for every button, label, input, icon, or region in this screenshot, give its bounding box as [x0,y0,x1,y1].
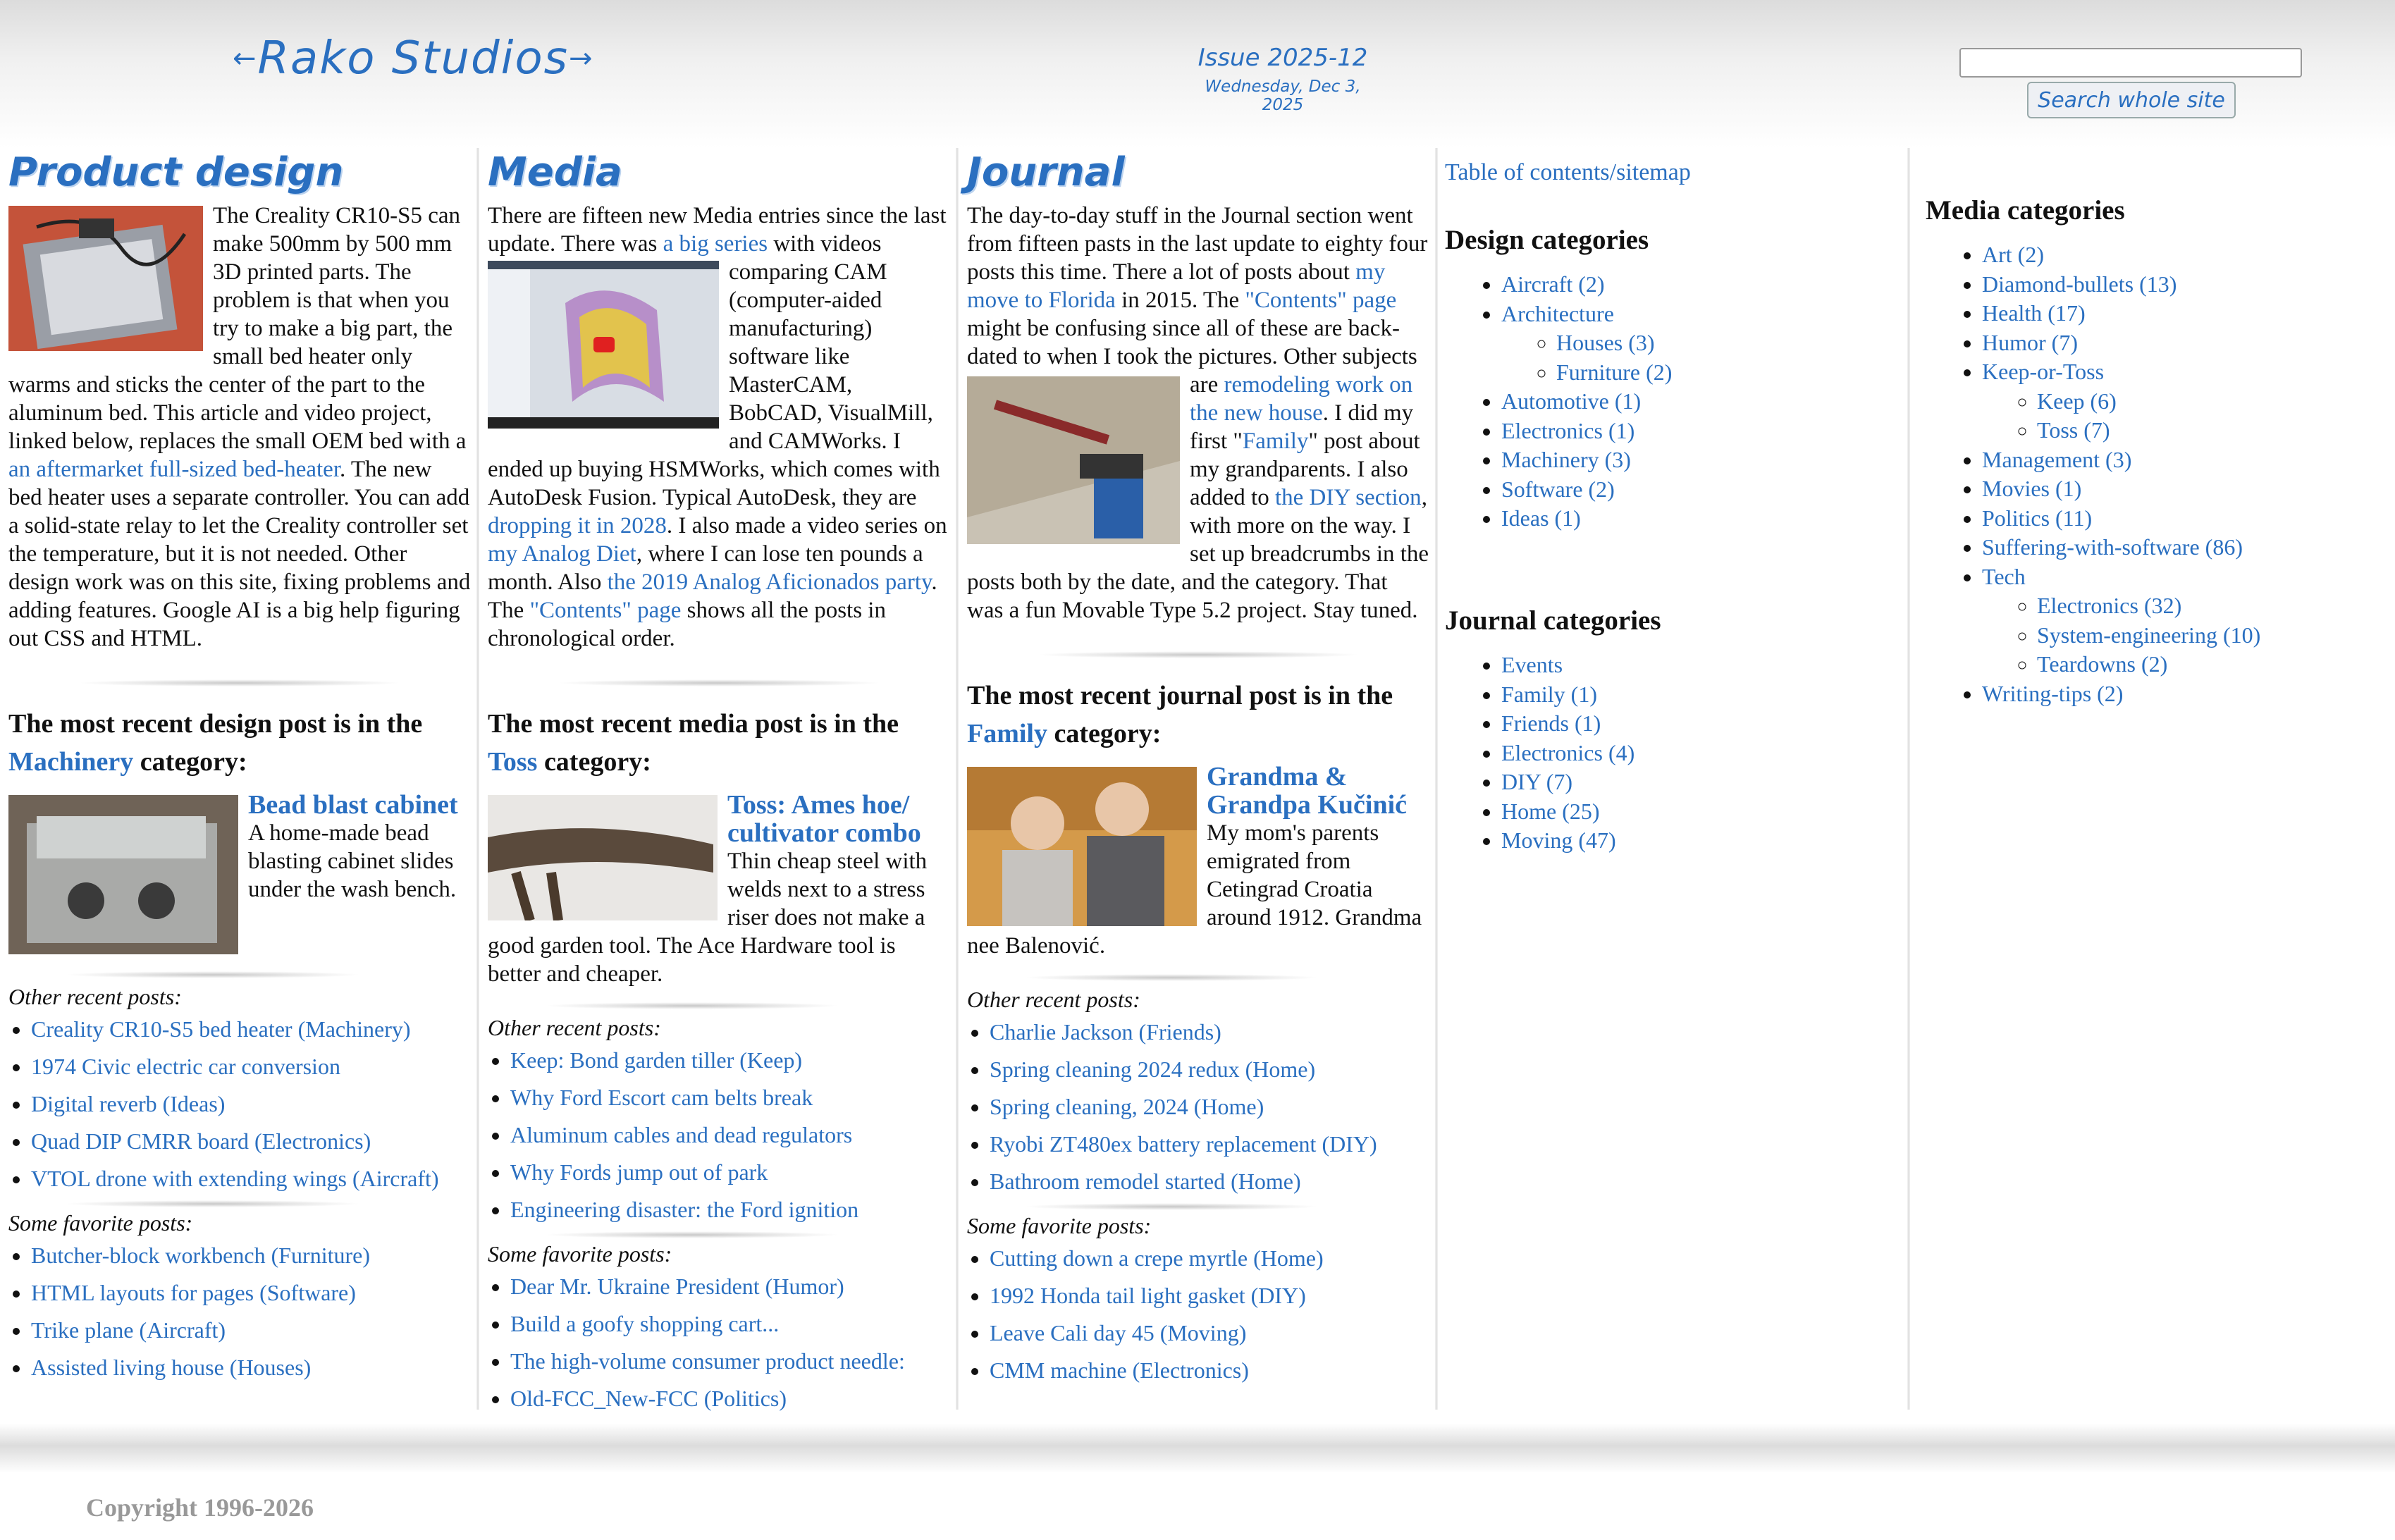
contents-page-link[interactable]: "Contents" page [529,598,682,623]
divider [78,679,402,686]
journal-featured-text: My mom's parents emigrated from Cetingrad Croatia around 1912. Grandma nee Balenović. [967,820,1422,959]
design-categories-title: Design categories [1445,225,1649,255]
logo-text: Rako Studios [257,32,569,85]
design-fav-heading: Some favorite posts: [8,1210,193,1236]
design-featured-title[interactable]: Bead blast cabinet [248,790,458,820]
journal-fav-heading: Some favorite posts: [967,1213,1152,1238]
media-title[interactable]: Media [488,149,622,195]
category-item[interactable]: • Friends (1) [1501,709,1868,739]
design-other-heading: Other recent posts: [8,984,182,1009]
journal-other-heading: Other recent posts: [967,987,1140,1012]
category-item[interactable]: ◦ Keep (6) [2037,387,2363,417]
column-divider [1435,148,1438,1410]
journal-fav-list [967,1240,1429,1389]
list-item[interactable]: • Keep: Bond garden tiller (Keep) [510,1042,950,1079]
column-divider [476,148,479,1410]
aftermarket-heater-link[interactable]: an aftermarket full-sized bed-heater [8,457,340,482]
category-item[interactable]: • Aircraft (2) [1501,270,1868,300]
site-logo[interactable] [233,20,627,97]
media-featured-post [488,791,950,988]
list-item[interactable]: • Spring cleaning, 2024 (Home) [990,1088,1429,1126]
journal-intro: The day-to-day stuff in the Journal section went from fifteen pasts in the last update to eighty four posts this time. There a lot of posts about my move to Florida in 2015. The "Contents" page might be confusing since all of these are back-dated to when I took the pictures. Other subjects are remodeling work on the new house. I did my first "Family" post about my grandparents. I also added to the DIY section, with more on the way. I set up breadcrumbs in the posts both by the date, and the category. That was a fun Movable Type 5.2 project. Stay tuned. [967,203,1429,623]
category-item[interactable]: ◦ Teardowns (2) [2037,650,2363,679]
search-button[interactable]: Search whole site [2027,82,2236,118]
design-title[interactable]: Product design [8,149,344,195]
category-item[interactable]: • Movies (1) [1982,474,2363,504]
move-florida-link[interactable]: my move to Florida [967,259,1386,313]
divider [557,679,881,686]
copyright: Copyright 1996-2026 [86,1493,314,1522]
dropping-2028-link[interactable]: dropping it in 2028 [488,513,667,538]
category-item[interactable]: • Tech ◦ Electronics (32) ◦ System-engineering (10) ◦ Teardowns (2) [1982,562,2363,679]
design-column [8,148,471,1386]
issue-date: Wednesday, Dec 3, 2025 [1205,78,1361,114]
category-item[interactable]: ◦ Electronics (32) [2037,591,2363,621]
category-item[interactable]: • Humor (7) [1982,328,2363,358]
issue-info [1184,44,1381,114]
list-item[interactable]: • Trike plane (Aircraft) [31,1312,471,1349]
site-header [0,0,2395,148]
media-intro: There are fifteen new Media entries since the last update. There was a big series with videos comparing CAM (computer-aided manufacturing) software like MasterCAM, BobCAD, VisualMill, and CAMWorks. I ended up buying HSMWorks, which comes with AutoDesk Fusion. Typical AutoDesk, they are dropping it in 2028. I also made a video series on my Analog Diet, where I can lose ten pounds a month. Also the 2019 Analog Aficionados party. The "Contents" page shows all the posts in chronological order. [488,203,947,651]
media-featured-title[interactable]: Toss: Ames hoe/ cultivator combo [727,790,921,848]
design-featured-text: A home-made bead blasting cabinet slides under the wash bench. [248,820,457,902]
media-fav-heading: Some favorite posts: [488,1241,672,1267]
divider [65,1200,361,1207]
design-text-2: . The new bed heater uses a separate controller. You can add a solid-state relay to let the Creality controller set the temperature, but it is not needed. Other design work was on this site, fixing problems and adding features. Google AI is a big help figuring out CSS and HTML. [8,457,471,651]
category-item[interactable]: • Architecture ◦ Houses (3) ◦ Furniture (2) [1501,300,1868,388]
list-item[interactable]: • Quad DIP CMRR board (Electronics) [31,1123,471,1160]
category-item[interactable]: • Management (3) [1982,445,2363,475]
list-item[interactable]: • Ryobi ZT480ex battery replacement (DIY) [990,1126,1429,1163]
journal-categories [1445,605,1868,856]
list-item[interactable]: • CMM machine (Electronics) [990,1352,1429,1389]
journal-recent-category-link[interactable]: Family [967,719,1047,749]
analog-party-link[interactable]: the 2019 Analog Aficionados party [607,569,932,595]
divider [1023,974,1319,981]
list-item[interactable]: • Butcher-block workbench (Furniture) [31,1237,471,1274]
cam-video-thumbnail[interactable] [488,261,719,429]
media-categories-title: Media categories [1926,195,2125,226]
journal-other-list [967,1014,1429,1200]
hoe-image[interactable] [488,795,718,920]
list-item[interactable]: • 1974 Civic electric car conversion [31,1048,471,1085]
divider [65,971,361,978]
category-item[interactable]: • Home (25) [1501,797,1868,827]
media-other-heading: Other recent posts: [488,1015,661,1040]
category-item[interactable]: • Keep-or-Toss ◦ Keep (6) ◦ Toss (7) [1982,357,2363,445]
category-item[interactable]: • Automotive (1) [1501,387,1868,417]
design-fav-list [8,1237,471,1386]
remodeling-link[interactable]: remodeling work on the new house [1190,372,1413,426]
category-item[interactable]: • Events [1501,651,1868,680]
list-item[interactable]: • VTOL drone with extending wings (Aircraft) [31,1160,471,1197]
category-item[interactable]: • Software (2) [1501,475,1868,505]
list-item[interactable]: • Build a goofy shopping cart... [510,1305,950,1343]
category-item[interactable]: ◦ Toss (7) [2037,416,2363,445]
search-input[interactable] [1959,48,2302,78]
footer-band [0,1424,2395,1473]
issue-number[interactable]: Issue 2025-12 [1198,44,1368,72]
design-categories [1445,224,1868,534]
list-item[interactable]: • Engineering disaster: the Ford ignition [510,1191,950,1228]
list-item[interactable]: • Digital reverb (Ideas) [31,1085,471,1123]
contents-page-link[interactable]: "Contents" page [1245,288,1397,313]
big-series-link[interactable]: a big series [663,231,768,257]
design-text-1: The Creality CR10-S5 can make 500mm by 500 mm 3D printed parts. The problem is that when you try to make a big part, the small bed heater only warms and sticks the center of the part to the aluminum bed. This article and video project, linked below, replaces the small OEM bed with a [8,203,467,454]
journal-categories-title: Journal categories [1445,605,1661,636]
arrow-left-icon: ← [233,42,258,75]
media-featured-text: Thin cheap steel with welds next to a stress riser does not make a good garden tool. The Ace Hardware tool is better and cheaper. [488,849,928,987]
category-item[interactable]: • Art (2) [1982,240,2363,270]
arrow-right-icon: → [568,42,594,75]
category-item[interactable]: • Health (17) [1982,299,2363,328]
category-item[interactable]: • DIY (7) [1501,768,1868,797]
grandparents-image[interactable] [967,767,1197,926]
family-link[interactable]: Family [1242,429,1309,454]
list-item[interactable]: • Old-FCC_New-FCC (Politics) [510,1380,950,1417]
category-item[interactable]: • Family (1) [1501,680,1868,710]
list-item[interactable]: • Why Ford Escort cam belts break [510,1079,950,1116]
category-item[interactable]: ◦ Houses (3) [1556,328,1868,358]
divider [1023,1203,1319,1210]
list-item[interactable]: • Bathroom remodel started (Home) [990,1163,1429,1200]
category-item[interactable]: • Politics (11) [1982,504,2363,534]
journal-title[interactable]: Journal [967,149,1125,195]
list-item[interactable]: • Assisted living house (Houses) [31,1349,471,1386]
list-item[interactable]: • Dear Mr. Ukraine President (Humor) [510,1268,950,1305]
design-featured-post [8,791,471,957]
category-item[interactable]: ◦ Furniture (2) [1556,358,1868,388]
journal-featured-post [967,763,1429,960]
list-item[interactable]: • Why Fords jump out of park [510,1154,950,1191]
diy-section-link[interactable]: the DIY section [1274,485,1422,510]
media-categories [1926,195,2363,708]
category-item[interactable]: ◦ System-engineering (10) [2037,621,2363,651]
list-item[interactable]: • Leave Cali day 45 (Moving) [990,1314,1429,1352]
journal-column [967,148,1429,1389]
bed-heater-image[interactable] [8,206,203,351]
category-item[interactable]: • Suffering-with-software (86) [1982,533,2363,562]
analog-diet-link[interactable]: my Analog Diet [488,541,636,567]
design-intro [8,202,471,653]
list-item[interactable]: • Aluminum cables and dead regulators [510,1116,950,1154]
category-item[interactable]: • Ideas (1) [1501,504,1868,534]
list-item[interactable]: • 1992 Honda tail light gasket (DIY) [990,1277,1429,1314]
bead-blast-image[interactable] [8,795,238,954]
design-recent-heading: The most recent design post is in the Machinery category: [8,709,423,777]
list-item[interactable]: • Charlie Jackson (Friends) [990,1014,1429,1051]
toc-link[interactable]: Table of contents/sitemap [1445,159,1691,185]
list-item[interactable]: • Creality CR10-S5 bed heater (Machinery) [31,1011,471,1048]
media-fav-list [488,1268,950,1417]
column-divider [1907,148,1910,1410]
list-item[interactable]: • HTML layouts for pages (Software) [31,1274,471,1312]
category-item[interactable]: • Electronics (4) [1501,739,1868,768]
category-item[interactable]: • Diamond-bullets (13) [1982,270,2363,300]
category-item[interactable]: • Electronics (1) [1501,417,1868,446]
divider [544,1002,840,1009]
category-item[interactable]: • Moving (47) [1501,826,1868,856]
journal-recent-heading: The most recent journal post is in the Family category: [967,681,1393,749]
remodel-image[interactable] [967,376,1180,544]
category-item[interactable]: • Writing-tips (2) [1982,679,2363,709]
media-recent-heading: The most recent media post is in the Toss category: [488,709,899,777]
journal-featured-title[interactable]: Grandma & Grandpa Kučinić [1207,762,1407,820]
divider [1036,651,1360,658]
media-recent-category-link[interactable]: Toss [488,747,538,777]
design-recent-category-link[interactable]: Machinery [8,747,134,777]
column-divider [956,148,959,1410]
list-item[interactable]: • The high-volume consumer product needle: [510,1343,950,1380]
category-item[interactable]: • Machinery (3) [1501,445,1868,475]
design-other-list [8,1011,471,1197]
list-item[interactable]: • Spring cleaning 2024 redux (Home) [990,1051,1429,1088]
list-item[interactable]: • Cutting down a crepe myrtle (Home) [990,1240,1429,1277]
media-column [488,148,950,1417]
divider [544,1231,840,1238]
media-other-list [488,1042,950,1228]
